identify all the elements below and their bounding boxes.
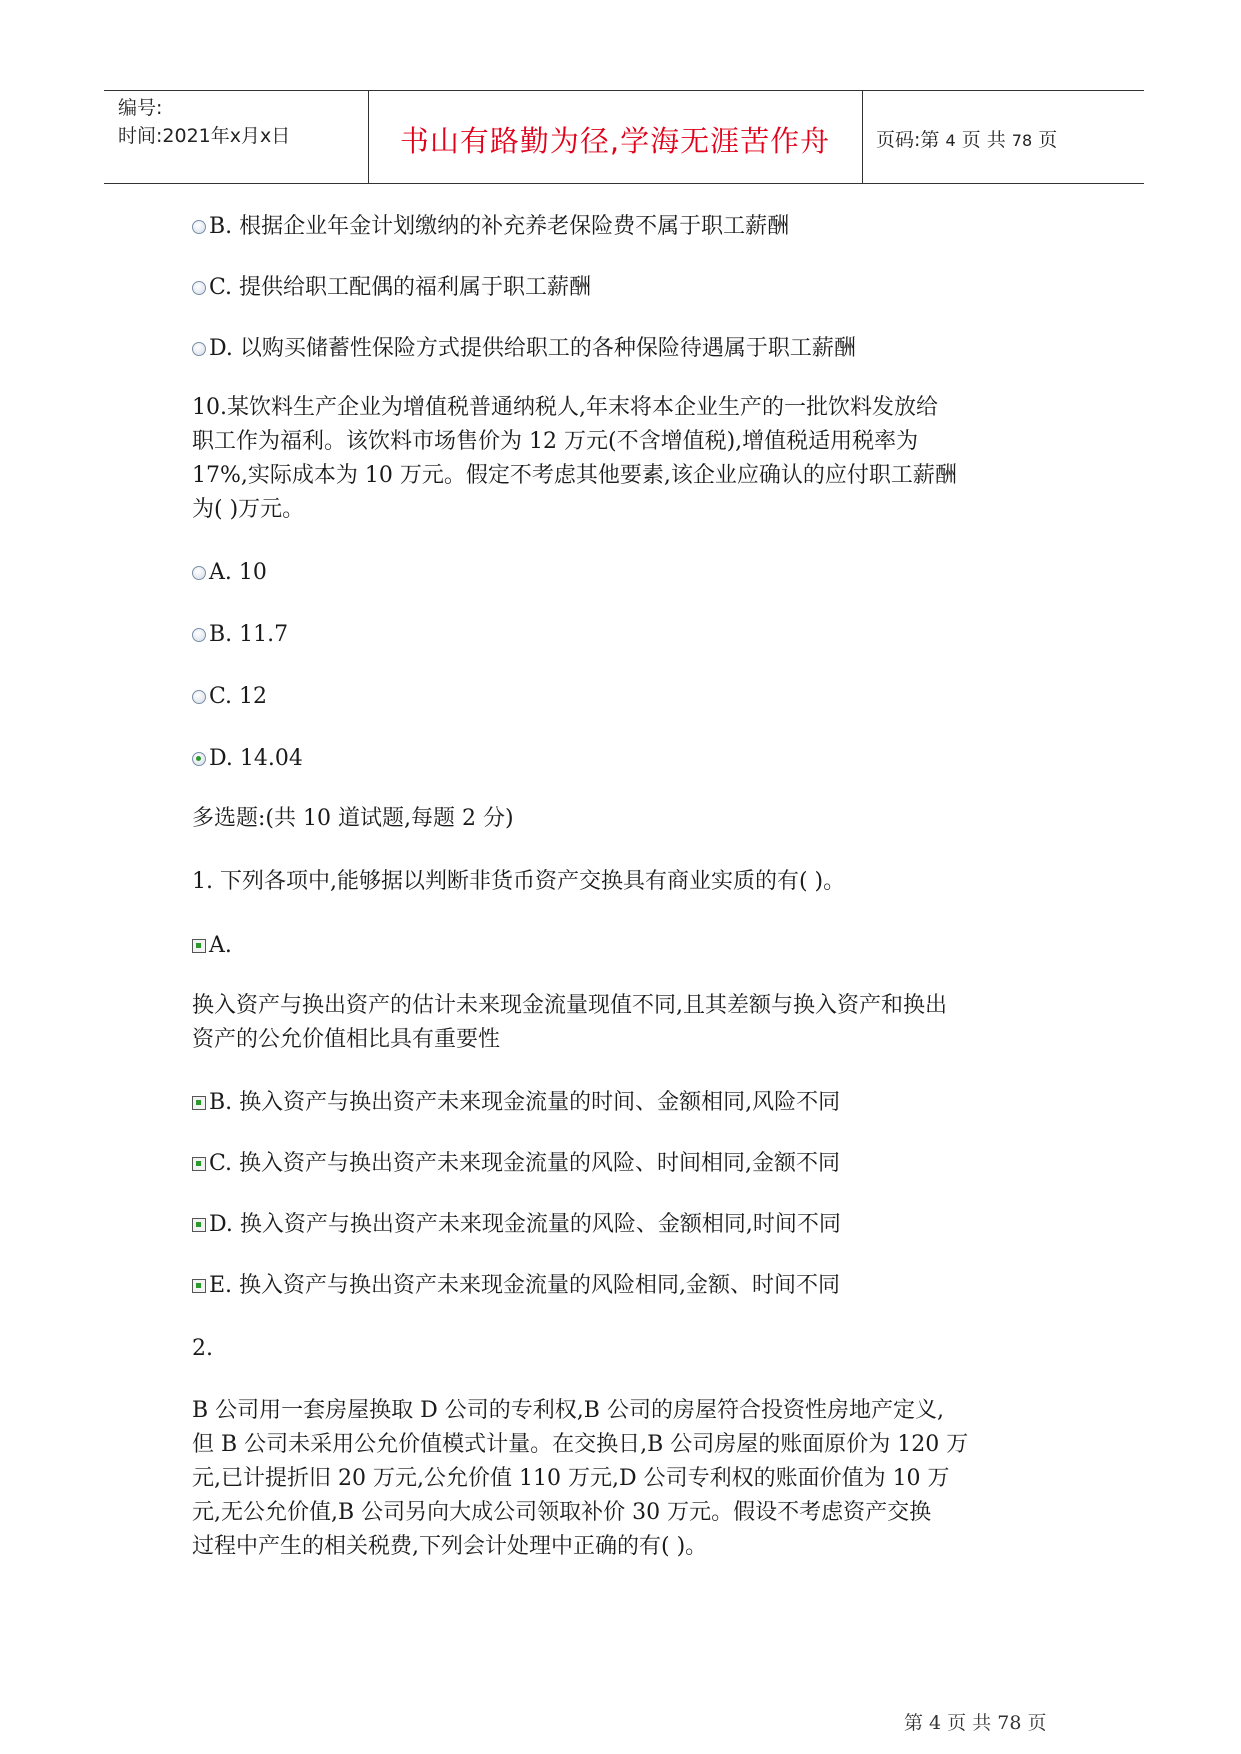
serial-label: 编号: xyxy=(118,97,163,119)
section-heading-multi: 多选题:(共 10 道试题,每题 2 分) xyxy=(192,806,514,831)
q10-text-line-2: 职工作为福利。该饮料市场售价为 12 万元(不含增值税),增值税适用税率为 xyxy=(192,429,919,454)
q10-text-line-4: 为( )万元。 xyxy=(192,497,305,522)
q10-text-line-1: 10.某饮料生产企业为增值税普通纳税人,年末将本企业生产的一批饮料发放给 xyxy=(192,395,938,420)
q10-option-d[interactable]: D. 14.04 xyxy=(192,743,303,775)
q10-option-a[interactable]: A. 10 xyxy=(192,557,267,589)
radio-icon[interactable] xyxy=(192,220,206,234)
m1-option-d[interactable]: D. 换入资产与换出资产未来现金流量的风险、金额相同,时间不同 xyxy=(192,1209,841,1241)
q9-option-c[interactable]: C. 提供给职工配偶的福利属于职工薪酬 xyxy=(192,272,591,304)
page-suffix: 页 xyxy=(1038,129,1058,151)
m2-number: 2. xyxy=(192,1336,213,1361)
checkbox-checked-icon[interactable] xyxy=(192,1096,206,1110)
checkbox-checked-icon[interactable] xyxy=(192,939,206,953)
q9-option-d[interactable]: D. 以购买储蓄性保险方式提供给职工的各种保险待遇属于职工薪酬 xyxy=(192,333,856,365)
m1-option-e[interactable]: E. 换入资产与换出资产未来现金流量的风险相同,金额、时间不同 xyxy=(192,1270,840,1302)
page-prefix: 页码:第 xyxy=(876,129,940,151)
m1-question: 1. 下列各项中,能够据以判断非货币资产交换具有商业实质的有( )。 xyxy=(192,869,846,894)
q9-option-b[interactable]: B. 根据企业年金计划缴纳的补充养老保险费不属于职工薪酬 xyxy=(192,211,789,243)
q10-option-b[interactable]: B. 11.7 xyxy=(192,619,288,651)
radio-icon[interactable] xyxy=(192,628,206,642)
radio-icon[interactable] xyxy=(192,342,206,356)
page-current: 4 xyxy=(945,131,956,150)
time-label: 时间:2021年x月x日 xyxy=(118,125,291,147)
radio-icon[interactable] xyxy=(192,566,206,580)
m1-option-a[interactable]: A. xyxy=(192,930,232,962)
radio-selected-icon[interactable] xyxy=(192,752,206,766)
page-footer: 第 4 页 共 78 页 xyxy=(904,1712,1047,1734)
m2-text-line-3: 元,已计提折旧 20 万元,公允价值 110 万元,D 公司专利权的账面价值为 10 万 xyxy=(192,1466,950,1491)
m1-option-a-text-1: 换入资产与换出资产的估计未来现金流量现值不同,且其差额与换入资产和换出 xyxy=(192,993,947,1018)
m2-text-line-1: B 公司用一套房屋换取 D 公司的专利权,B 公司的房屋符合投资性房地产定义, xyxy=(192,1398,944,1423)
m2-text-line-5: 过程中产生的相关税费,下列会计处理中正确的有( )。 xyxy=(192,1534,708,1559)
checkbox-checked-icon[interactable] xyxy=(192,1218,206,1232)
page-total: 78 xyxy=(1011,131,1033,150)
m1-option-a-text-2: 资产的公允价值相比具有重要性 xyxy=(192,1027,501,1052)
motto: 书山有路勤为径,学海无涯苦作舟 xyxy=(399,124,831,158)
m1-option-c[interactable]: C. 换入资产与换出资产未来现金流量的风险、时间相同,金额不同 xyxy=(192,1148,840,1180)
radio-icon[interactable] xyxy=(192,281,206,295)
m2-text-line-4: 元,无公允价值,B 公司另向大成公司领取补价 30 万元。假设不考虑资产交换 xyxy=(192,1500,932,1525)
m1-option-b[interactable]: B. 换入资产与换出资产未来现金流量的时间、金额相同,风险不同 xyxy=(192,1087,840,1119)
m2-text-line-2: 但 B 公司未采用公允价值模式计量。在交换日,B 公司房屋的账面原价为 120 万 xyxy=(192,1432,969,1457)
checkbox-checked-icon[interactable] xyxy=(192,1279,206,1293)
q10-text-line-3: 17%,实际成本为 10 万元。假定不考虑其他要素,该企业应确认的应付职工薪酬 xyxy=(192,463,957,488)
page-mid: 页 共 xyxy=(961,129,1006,151)
radio-icon[interactable] xyxy=(192,690,206,704)
checkbox-checked-icon[interactable] xyxy=(192,1157,206,1171)
q10-option-c[interactable]: C. 12 xyxy=(192,681,267,713)
